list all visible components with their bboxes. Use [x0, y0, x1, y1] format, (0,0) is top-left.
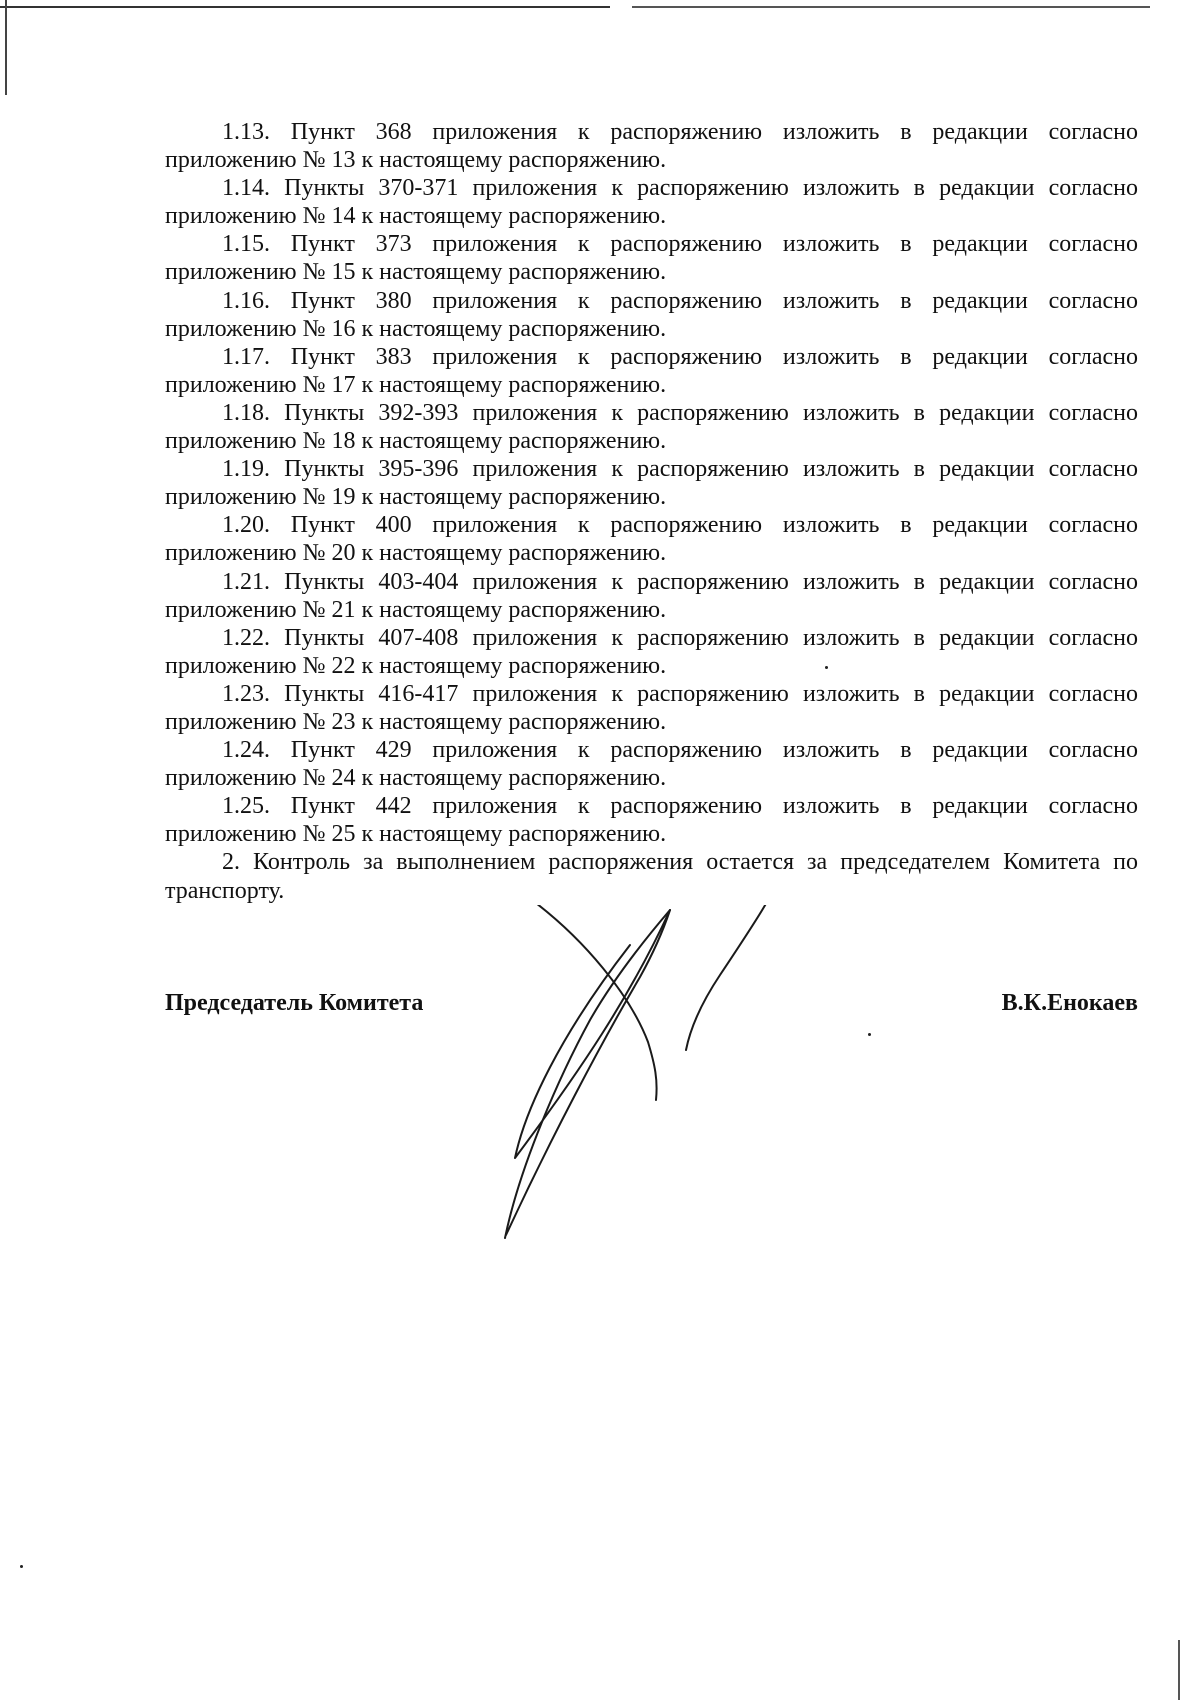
- scan-edge-top: [0, 6, 1180, 8]
- signatory-name: В.К.Енокаев: [1001, 990, 1138, 1016]
- paragraph-1-24: 1.24. Пункт 429 приложения к распоряжению изложить в редакции согласно приложению № 24 к настоящему распоряжению.: [165, 737, 1138, 792]
- paragraph-1-14: 1.14. Пункты 370-371 приложения к распоряжению изложить в редакции согласно приложению № 14 к настоящему распоряжению.: [165, 175, 1138, 230]
- signature-cross: [532, 905, 657, 1100]
- paragraph-1-19: 1.19. Пункты 395-396 приложения к распоряжению изложить в редакции согласно приложению № 19 к настоящему распоряжению.: [165, 456, 1138, 511]
- paragraph-1-17: 1.17. Пункт 383 приложения к распоряжению изложить в редакции согласно приложению № 17 к настоящему распоряжению.: [165, 343, 1138, 398]
- paragraph-1-20: 1.20. Пункт 400 приложения к распоряжению изложить в редакции согласно приложению № 20 к настоящему распоряжению.: [165, 512, 1138, 567]
- ink-speck: [20, 1565, 23, 1568]
- signature-loop: [515, 910, 670, 1158]
- paragraph-1-15: 1.15. Пункт 373 приложения к распоряжению изложить в редакции согласно приложению № 15 к настоящему распоряжению.: [165, 231, 1138, 286]
- signature-hook: [686, 905, 768, 1050]
- paragraph-1-25: 1.25. Пункт 442 приложения к распоряжению изложить в редакции согласно приложению № 25 к настоящему распоряжению.: [165, 793, 1138, 848]
- paragraph-1-13: 1.13. Пункт 368 приложения к распоряжению изложить в редакции согласно приложению № 13 к настоящему распоряжению.: [165, 119, 1138, 174]
- paragraph-2: 2. Контроль за выполнением распоряжения остается за председателем Комитета по транспорту.: [165, 849, 1138, 904]
- paragraph-1-23: 1.23. Пункты 416-417 приложения к распоряжению изложить в редакции согласно приложению № 23 к настоящему распоряжению.: [165, 680, 1138, 735]
- document-body: [165, 118, 1138, 905]
- paragraph-1-16: 1.16. Пункт 380 приложения к распоряжению изложить в редакции согласно приложению № 16 к настоящему распоряжению.: [165, 287, 1138, 342]
- signatory-title: Председатель Комитета: [165, 990, 424, 1016]
- paragraph-1-18: 1.18. Пункты 392-393 приложения к распоряжению изложить в редакции согласно приложению № 18 к настоящему распоряжению.: [165, 399, 1138, 455]
- paragraph-1-21: 1.21. Пункты 403-404 приложения к распоряжению изложить в редакции согласно приложению № 21 к настоящему распоряжению.: [165, 568, 1138, 623]
- handwritten-signature: [490, 905, 850, 1345]
- scan-edge-right: [1178, 1640, 1180, 1700]
- ink-speck: [868, 1033, 871, 1036]
- paragraph-1-22: 1.22. Пункты 407-408 приложения к распоряжению изложить в редакции согласно приложению № 22 к настоящему распоряжению.: [165, 624, 1138, 679]
- ink-speck: [825, 666, 828, 669]
- scan-edge-left: [5, 0, 7, 95]
